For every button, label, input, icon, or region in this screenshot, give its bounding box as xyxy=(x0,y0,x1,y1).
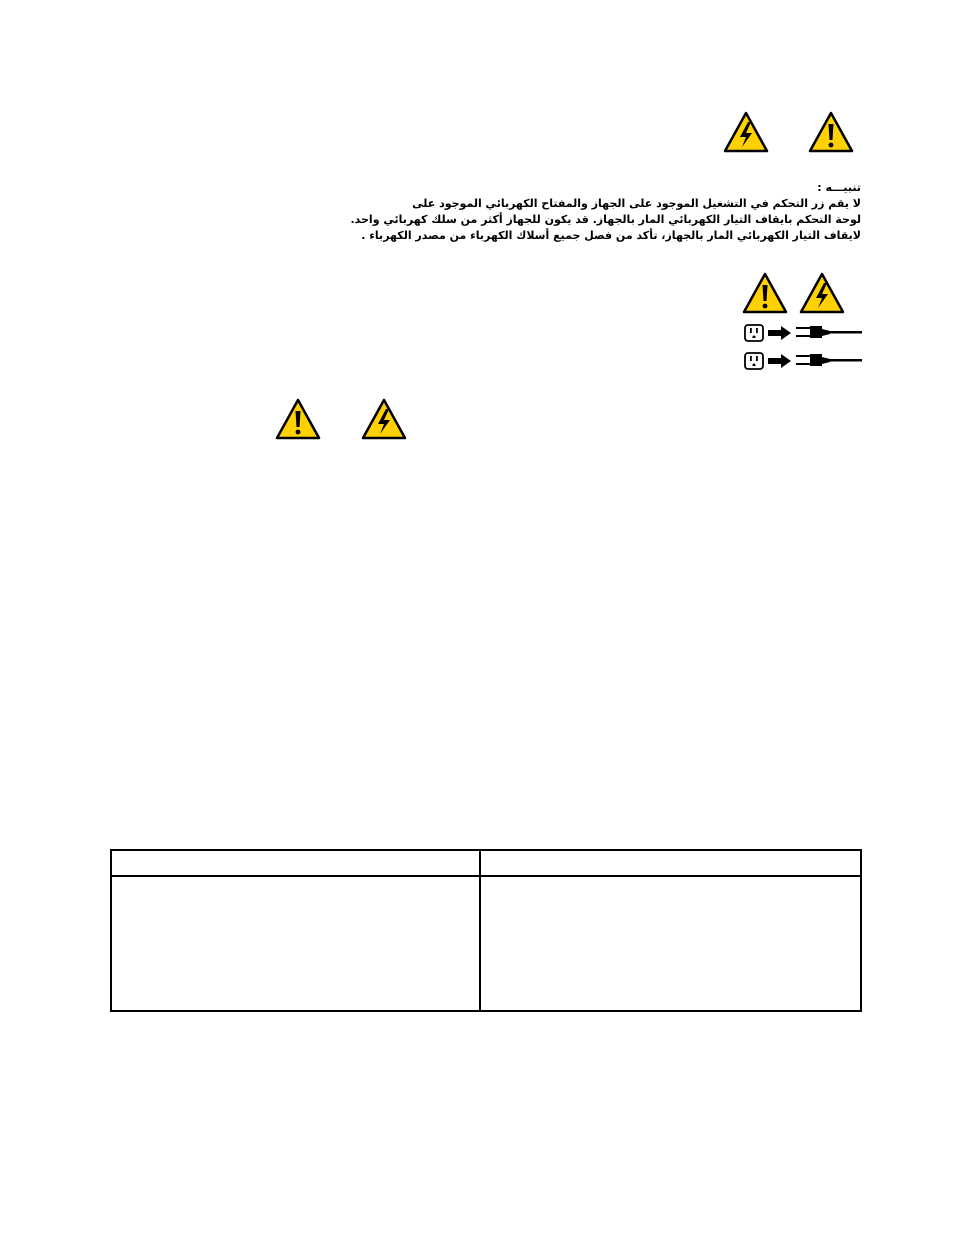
caution-line: لوحة التحكم بايقاف التيار الكهربائي المار بالجهاز. قد يكون للجهاز أكثر من سلك كهربائي واحد. xyxy=(350,213,861,226)
power-cord-disconnect xyxy=(744,324,862,342)
info-table xyxy=(110,849,862,1012)
caution-text xyxy=(341,180,861,244)
power-cord-icon xyxy=(796,326,862,340)
exclamation-warning-icon xyxy=(807,110,855,154)
table-cell xyxy=(111,876,480,1011)
power-cord-disconnect xyxy=(744,352,862,370)
caution-title: تنبيـــه : xyxy=(817,181,861,194)
table-cell xyxy=(480,876,861,1011)
table-header-row xyxy=(111,850,861,876)
outlet-icon xyxy=(744,324,764,342)
exclamation-warning-icon xyxy=(741,271,789,315)
table-row xyxy=(111,876,861,1011)
power-cord-icon xyxy=(796,354,862,368)
caution-line: لايقاف التيار الكهربائي المار بالجهاز، تأكد من فصل جميع أسلاك الكهرباء من مصدر الكهرباء . xyxy=(361,229,861,242)
electrical-hazard-icon xyxy=(722,110,770,154)
caution-line: لا يقم زر التحكم في التشغيل الموجود على الجهاز والمفتاح الكهربائي الموجود على xyxy=(412,197,861,210)
outlet-icon xyxy=(744,352,764,370)
arrow-icon xyxy=(768,326,792,340)
arrow-icon xyxy=(768,354,792,368)
table-header-cell xyxy=(111,850,480,876)
electrical-hazard-icon xyxy=(798,271,846,315)
table-header-cell xyxy=(480,850,861,876)
exclamation-warning-icon xyxy=(274,397,322,441)
electrical-hazard-icon xyxy=(360,397,408,441)
